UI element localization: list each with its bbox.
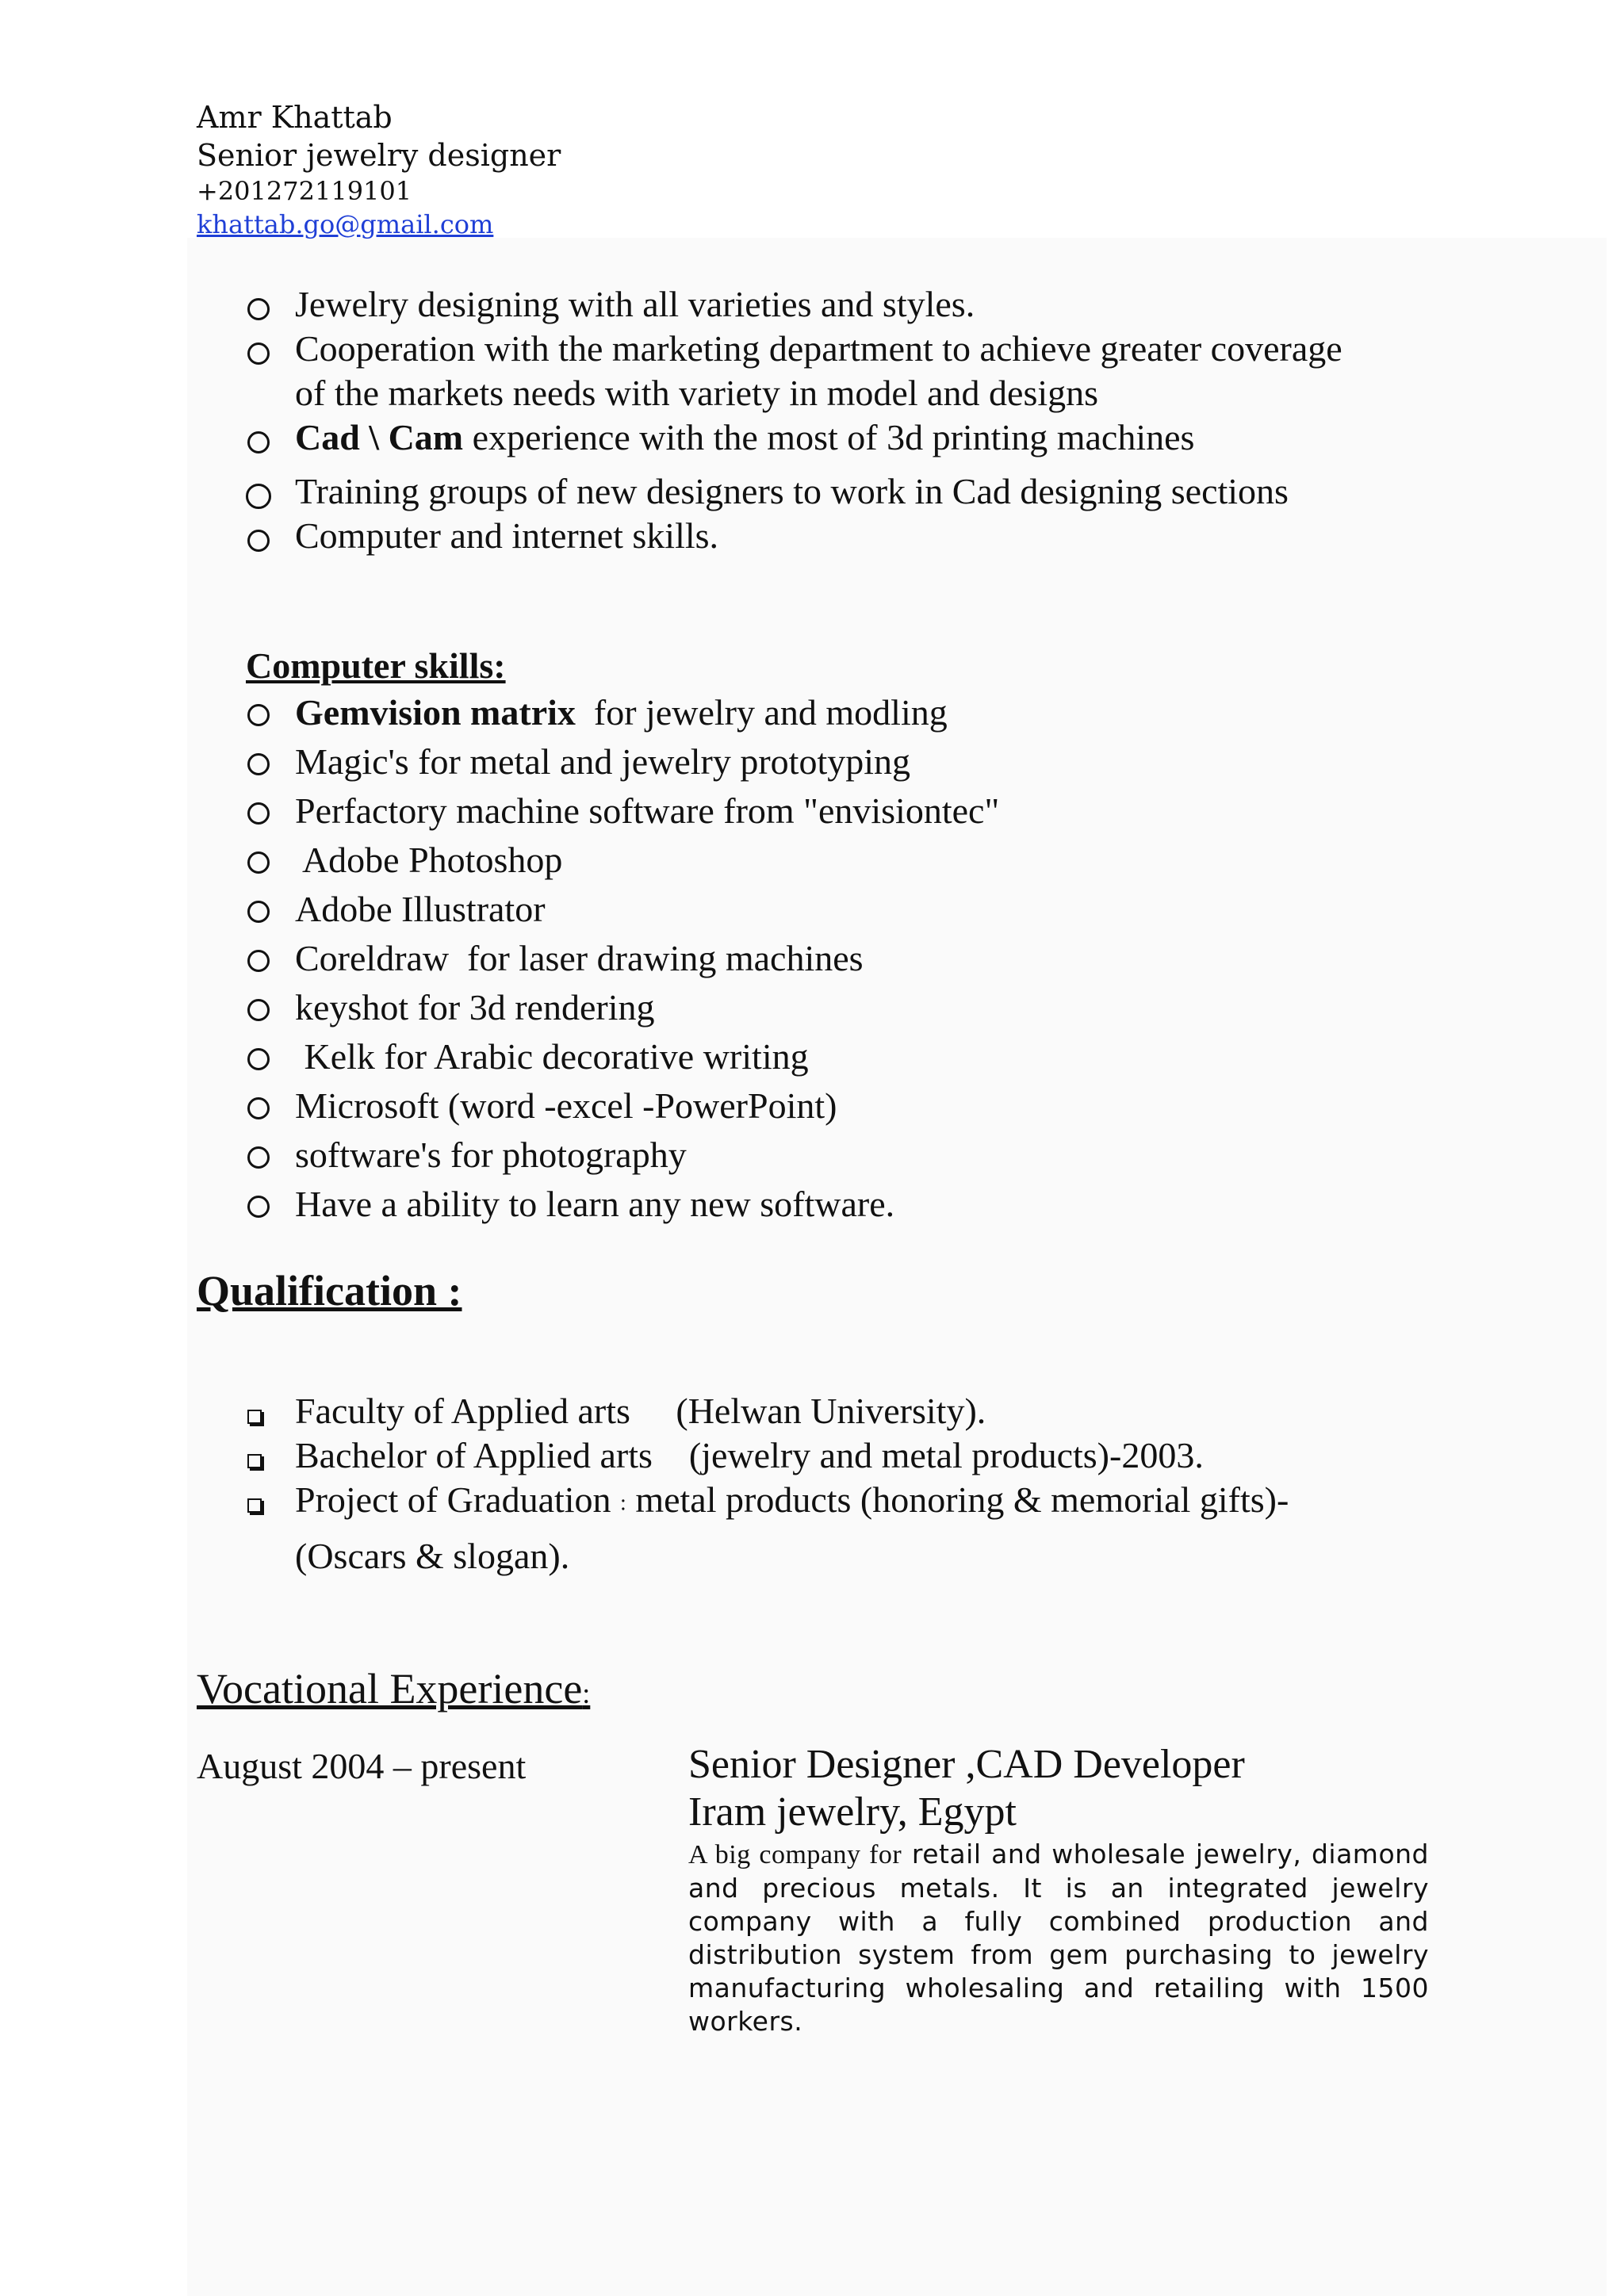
list-item: Microsoft (word -excel -PowerPoint) xyxy=(295,1081,1580,1131)
list-item: software's for photography xyxy=(295,1131,1580,1180)
qualification-heading: Qualification : xyxy=(197,1267,462,1314)
candidate-phone: +201272119101 xyxy=(197,176,412,206)
qualification-list xyxy=(295,1389,1564,1581)
list-item: Kelk for Arabic decorative writing xyxy=(295,1032,1580,1081)
circle-bullet-icon xyxy=(247,753,270,775)
list-item: Magic's for metal and jewelry prototyping xyxy=(295,737,1580,786)
list-item: Adobe Illustrator xyxy=(295,885,1580,934)
circle-bullet-icon xyxy=(247,851,270,874)
list-item: Coreldraw for laser drawing machines xyxy=(295,934,1580,983)
circle-bullet-icon xyxy=(247,1097,270,1119)
list-item: Training groups of new designers to work in Cad designing sections xyxy=(295,469,1580,514)
list-item: Bachelor of Applied arts (jewelry and metal products)-2003. xyxy=(295,1433,1564,1478)
list-item: Have a ability to learn any new software. xyxy=(295,1180,1580,1229)
circle-bullet-icon xyxy=(247,431,270,453)
job-company: Iram jewelry, Egypt xyxy=(688,1789,1017,1835)
list-item: Cad \ Cam experience with the most of 3d printing machines xyxy=(295,415,1580,460)
list-item: Faculty of Applied arts (Helwan University). xyxy=(295,1389,1564,1433)
duties-list xyxy=(295,282,1580,558)
list-item: keyshot for 3d rendering xyxy=(295,983,1580,1032)
circle-bullet-icon xyxy=(246,484,271,509)
square-bullet-icon xyxy=(247,1454,262,1468)
computer-skills-heading: Computer skills: xyxy=(246,645,506,686)
circle-bullet-icon xyxy=(247,342,270,365)
list-item: Perfactory machine software from "envisiontec" xyxy=(295,786,1580,836)
list-item: Cooperation with the marketing department to achieve greater coverage xyxy=(295,327,1580,371)
candidate-name: Amr Khattab xyxy=(197,100,393,135)
circle-bullet-icon xyxy=(247,901,270,923)
list-item-continuation: of the markets needs with variety in model and designs xyxy=(295,373,1099,413)
list-item: Project of Graduation : metal products (honoring & memorial gifts)- (Oscars & slogan). xyxy=(295,1478,1564,1581)
list-item: Adobe Photoshop xyxy=(295,836,1580,885)
resume-header xyxy=(197,98,561,241)
circle-bullet-icon xyxy=(247,950,270,972)
list-item: Computer and internet skills. xyxy=(295,514,1580,558)
square-bullet-icon xyxy=(247,1410,262,1424)
circle-bullet-icon xyxy=(247,1146,270,1169)
circle-bullet-icon xyxy=(247,999,270,1021)
job-date: August 2004 – present xyxy=(197,1746,527,1786)
candidate-title: Senior jewelry designer xyxy=(197,138,561,173)
list-item: Gemvision matrix for jewelry and modling xyxy=(295,688,1580,737)
circle-bullet-icon xyxy=(247,1196,270,1218)
job-description: A big company for retail and wholesale jewelry, diamond and precious metals. It is an integrated jewelry company with a fully combined production and distribution system from gem purchasing to jewelry manufacturing wholesaling and retailing with 1500 workers. xyxy=(688,1839,1429,2037)
list-item: Jewelry designing with all varieties and styles. xyxy=(295,282,1580,327)
circle-bullet-icon xyxy=(247,530,270,552)
list-item-continuation: (Oscars & slogan). xyxy=(295,1536,570,1577)
circle-bullet-icon xyxy=(247,704,270,726)
vocational-experience-heading: Vocational Experience: xyxy=(197,1665,591,1712)
square-bullet-icon xyxy=(247,1498,262,1513)
circle-bullet-icon xyxy=(247,298,270,320)
candidate-email-link[interactable]: khattab.go@gmail.com xyxy=(197,209,494,239)
circle-bullet-icon xyxy=(247,1048,270,1070)
job-title: Senior Designer ,CAD Developer xyxy=(688,1742,1245,1787)
computer-skills-list xyxy=(295,688,1580,1229)
circle-bullet-icon xyxy=(247,802,270,825)
